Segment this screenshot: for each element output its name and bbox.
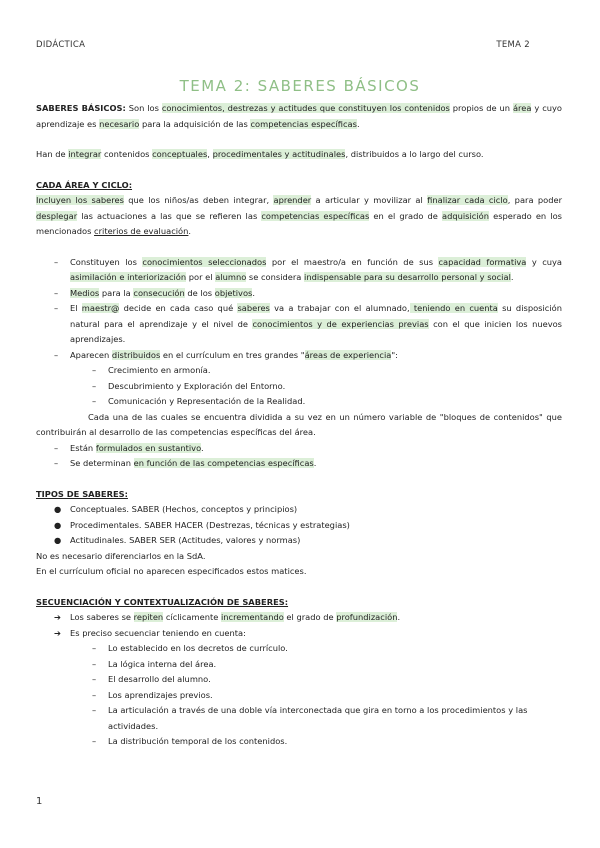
highlight: en función de las competencias específicas (133, 458, 314, 468)
dash-marker: – (92, 380, 97, 391)
dash-marker: – (92, 365, 97, 375)
highlight: adquisición (442, 210, 490, 221)
dash-marker: – (92, 643, 97, 653)
highlight: capacidad formativa (438, 256, 527, 267)
arrow-icon: ➔ (54, 612, 61, 622)
dash-marker: – (92, 658, 97, 669)
section-heading-secuenciacion: SECUENCIACIÓN Y CONTEXTUALIZACIÓN DE SABERES: (36, 596, 289, 607)
sub-list-item: – La articulación a través de una doble vía interconectada que gira en torno a los procedimientos y las actividades. (92, 705, 528, 731)
list-item: – Constituyen los conocimientos seleccionados por el maestro/a en función de sus capacidad formativa y cuya asimilación e interiorización por el alumno se considera indispensable para su desarrollo personal y social. (54, 256, 563, 282)
highlight: desplegar (36, 210, 78, 221)
sub-list-item: – Lo establecido en los decretos de currículo. (36, 641, 562, 657)
sub-list-item: – Comunicación y Representación de la Realidad. (36, 394, 562, 410)
dash-marker: – (92, 396, 97, 406)
header-topic: TEMA 2 (496, 40, 530, 50)
highlight: integrar (68, 149, 102, 159)
highlight: repiten (133, 612, 164, 622)
highlight: saberes (237, 303, 270, 313)
section-heading-tipos: TIPOS DE SABERES: (36, 488, 128, 499)
highlight: indispensable para su desarrollo personal y social (304, 272, 511, 282)
dash-marker: – (54, 442, 59, 453)
dash-marker: – (54, 303, 59, 313)
sub-list-item: – Descubrimiento y Exploración del Entorno. (36, 379, 562, 395)
highlight: conocimientos seleccionados (142, 256, 267, 267)
intro-paragraph: SABERES BÁSICOS: Son los conocimientos, destrezas y actitudes que constituyen los contenidos propios de un área y cuyo aprendizaje es necesario para la adquisición de las competencias específicas. (36, 103, 563, 129)
dash-marker: – (92, 705, 97, 715)
list-item: – Se determinan en función de las competencias específicas. (36, 456, 562, 472)
highlight: necesario (99, 118, 140, 129)
highlight: objetivos (214, 287, 253, 298)
bloques-paragraph: Cada una de las cuales se encuentra dividida a su vez en un número variable de "bloques de contenidos" que contribuirán al desarrollo de las competencias específicas del área. (36, 411, 562, 437)
tipos-note: No es necesario diferenciarlos en la SdA. (36, 550, 206, 561)
header-subject: DIDÁCTICA (36, 40, 86, 50)
list-item: ● Conceptuales. SABER (Hechos, conceptos y principios) (36, 502, 562, 518)
bullet-dot: ● (54, 535, 62, 545)
list-item: ● Procedimentales. SABER HACER (Destrezas, técnicas y estrategias) (36, 518, 562, 534)
highlight: aprender (273, 195, 312, 205)
highlight: áreas de experiencia (304, 349, 392, 360)
highlight: formulados en sustantivo (95, 442, 202, 453)
intro-heading: SABERES BÁSICOS: (36, 103, 126, 113)
dash-marker: – (92, 736, 97, 746)
highlight: competencias específicas (250, 118, 357, 129)
cada-area-paragraph: Incluyen los saberes que los niños/as deben integrar, aprender a articular y movilizar al finalizar cada ciclo, para poder desplegar las actuaciones a las que se refieren las competencias específicas en el grado de adquisición esperado en los mencionados criterios de evaluación. (36, 195, 562, 236)
highlight: profundización (336, 612, 398, 622)
sub-list-item: – El desarrollo del alumno. (36, 672, 562, 688)
highlight: Medios (70, 287, 100, 298)
sub-list-item: – Crecimiento en armonía. (36, 363, 562, 379)
list-item: – Están formulados en sustantivo. (36, 441, 562, 457)
document-body (36, 101, 562, 750)
highlight: competencias específicas (261, 210, 370, 221)
highlight: conocimientos y de experiencias previas (252, 318, 429, 329)
dash-marker: – (54, 256, 59, 267)
highlight: procedimentales y actitudinales (212, 149, 346, 159)
sub-list-item: – La distribución temporal de los contenidos. (36, 734, 562, 750)
highlight: área (512, 103, 532, 113)
list-item: – El maestr@ decide en cada caso qué saberes va a trabajar con el alumnado, teniendo en cuenta su disposición natural para el aprendizaje y el nivel de conocimientos y de experiencias previas con el que inicien los nuevos aprendizajes. (54, 303, 563, 344)
list-item: – Medios para la consecución de los objetivos. (36, 286, 562, 302)
highlight: distribuidos (111, 349, 161, 360)
dash-marker: – (54, 349, 59, 360)
highlight: asimilación e interiorización (70, 272, 187, 282)
highlight: finalizar cada ciclo (427, 195, 508, 205)
sub-list-item: – Los aprendizajes previos. (36, 688, 562, 704)
section-heading-cada-area: CADA ÁREA Y CICLO: (36, 179, 133, 190)
highlight: conocimientos, destrezas y actitudes que constituyen los contenidos (161, 103, 450, 113)
highlight: Incluyen los saberes (36, 195, 124, 205)
intro-paragraph-2: Han de integrar contenidos conceptuales, procedimentales y actitudinales, distribuidos a lo largo del curso. (36, 149, 484, 159)
highlight: teniendo en cuenta (409, 303, 498, 313)
bullet-dot: ● (54, 519, 62, 530)
highlight: consecución (133, 287, 185, 298)
dash-marker: – (54, 458, 59, 468)
highlight: incrementando (220, 612, 284, 622)
list-item: ➔ Es preciso secuenciar teniendo en cuenta: (36, 626, 562, 642)
arrow-icon: ➔ (54, 627, 61, 638)
list-item: – Aparecen distribuidos en el currículum en tres grandes "áreas de experiencia": (36, 348, 562, 364)
list-item: ➔ Los saberes se repiten cíclicamente incrementando el grado de profundización. (36, 610, 562, 626)
underlined-term: criterios de evaluación (94, 226, 189, 236)
highlight: conceptuales (152, 149, 208, 159)
tipos-note: En el currículum oficial no aparecen especificados estos matices. (36, 566, 307, 576)
sub-list-item: – La lógica interna del área. (36, 657, 562, 673)
page-title: TEMA 2: SABERES BÁSICOS (179, 77, 421, 95)
dash-marker: – (92, 689, 97, 700)
dash-marker: – (54, 287, 59, 298)
bullet-dot: ● (54, 504, 62, 514)
page-number: 1 (36, 796, 43, 807)
highlight: maestr@ (81, 303, 120, 313)
list-item: ● Actitudinales. SABER SER (Actitudes, valores y normas) (36, 533, 562, 549)
dash-marker: – (92, 674, 97, 684)
highlight: alumno (215, 272, 247, 282)
